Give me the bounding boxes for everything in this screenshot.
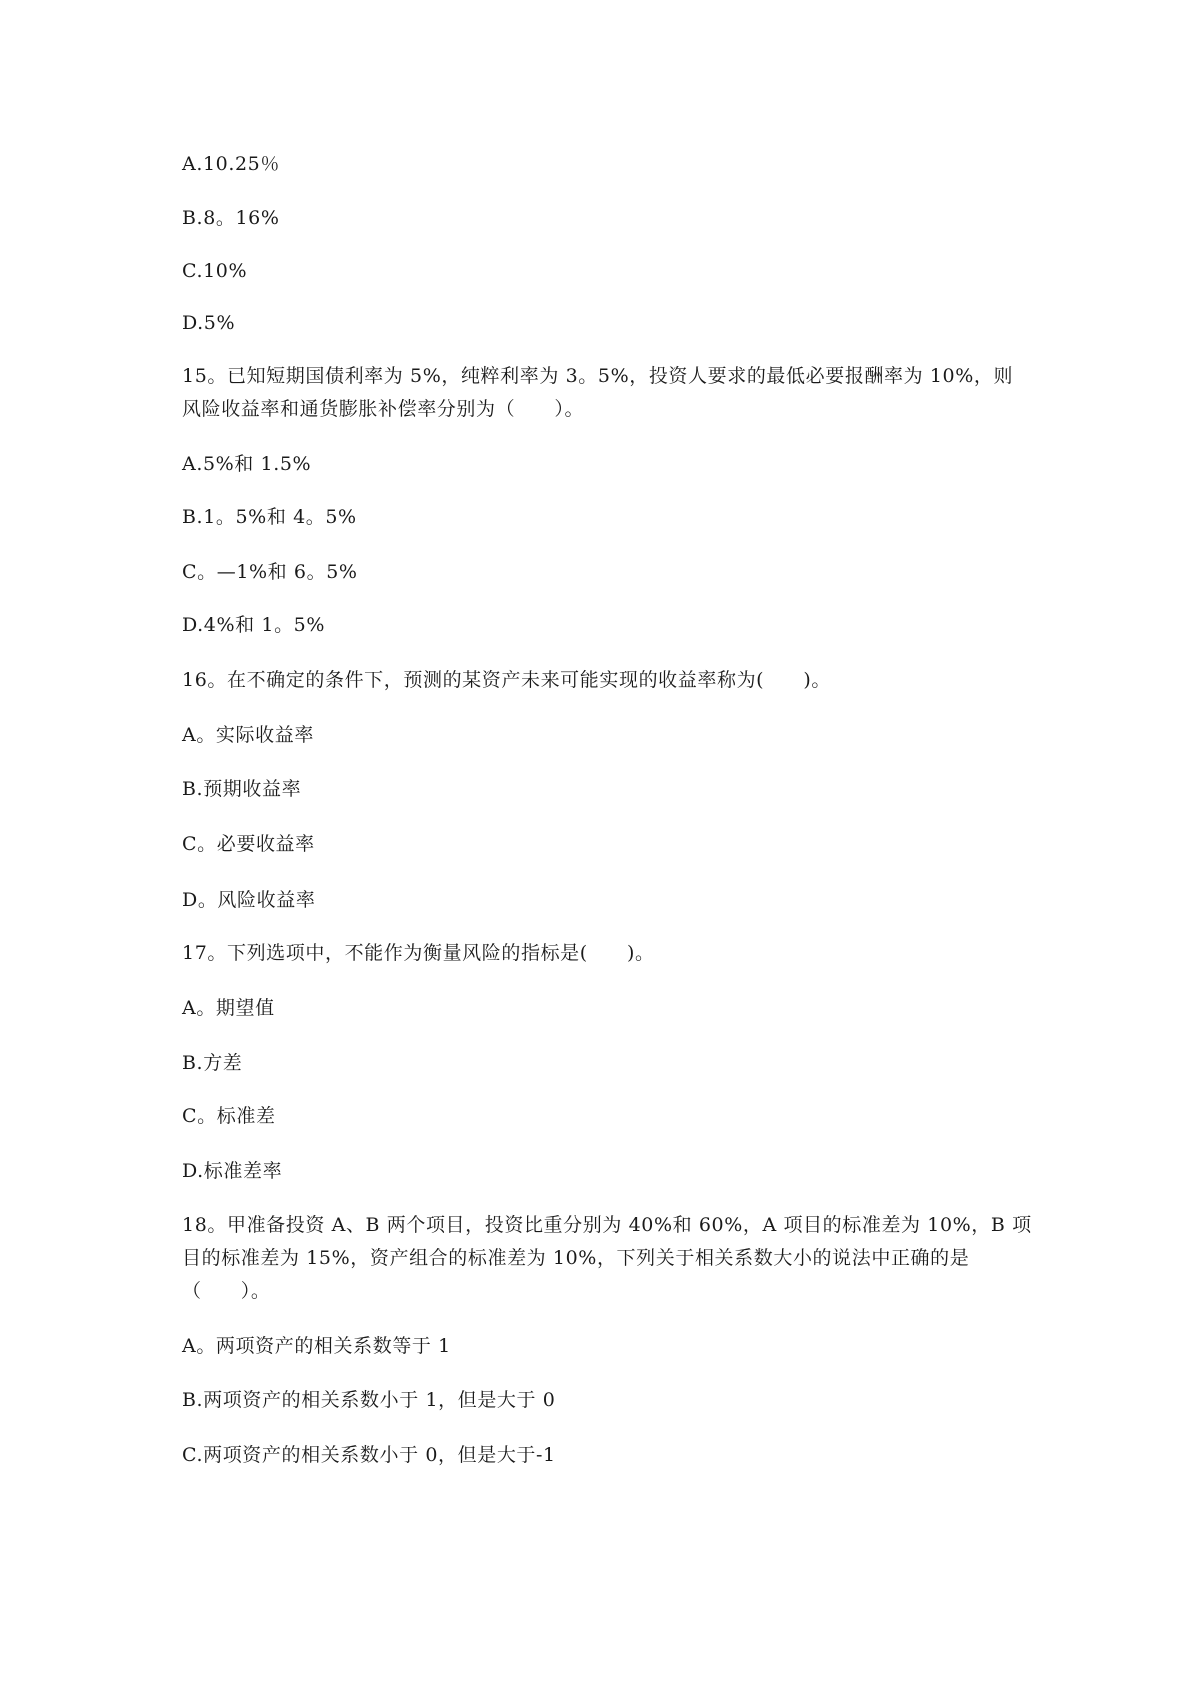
- option-14c: C.10%: [182, 260, 248, 282]
- option-18b: B.两项资产的相关系数小于 1，但是大于 0: [182, 1389, 556, 1411]
- question-15-cont: 风险收益率和通货膨胀补偿率分别为（ ）。: [182, 398, 585, 420]
- option-14a: A.10.25％: [182, 153, 280, 175]
- option-17b: B.方差: [182, 1052, 243, 1074]
- question-17: 17。下列选项中，不能作为衡量风险的指标是( )。: [182, 942, 655, 964]
- option-16b: B.预期收益率: [182, 778, 302, 800]
- option-15d: D.4%和 1。5%: [182, 614, 326, 636]
- option-18c: C.两项资产的相关系数小于 0，但是大于-1: [182, 1444, 556, 1466]
- question-18: 18。甲准备投资 A、B 两个项目，投资比重分别为 40%和 60%，A 项目的标准差为 10%，B 项: [182, 1214, 1032, 1236]
- option-16d: D。风险收益率: [182, 889, 316, 911]
- option-17c: C。标准差: [182, 1105, 276, 1127]
- option-14b: B.8。16%: [182, 207, 280, 229]
- option-17d: D.标准差率: [182, 1160, 283, 1182]
- option-15c: C。—1%和 6。5%: [182, 561, 358, 583]
- option-16c: C。必要收益率: [182, 833, 315, 855]
- option-16a: A。实际收益率: [182, 724, 314, 746]
- option-14d: D.5%: [182, 312, 236, 334]
- option-18a: A。两项资产的相关系数等于 1: [182, 1335, 451, 1357]
- question-18-cont-1: 目的标准差为 15%，资产组合的标准差为 10%，下列关于相关系数大小的说法中正确的是: [182, 1247, 970, 1269]
- question-15: 15。已知短期国债利率为 5%，纯粹利率为 3。5%，投资人要求的最低必要报酬率为 10%，则: [182, 365, 1014, 387]
- option-17a: A。期望值: [182, 997, 275, 1019]
- question-16: 16。在不确定的条件下，预测的某资产未来可能实现的收益率称为( )。: [182, 669, 832, 691]
- option-15a: A.5%和 1.5%: [182, 453, 312, 475]
- question-18-cont-2: （ ）。: [182, 1280, 271, 1302]
- option-15b: B.1。5%和 4。5%: [182, 506, 357, 528]
